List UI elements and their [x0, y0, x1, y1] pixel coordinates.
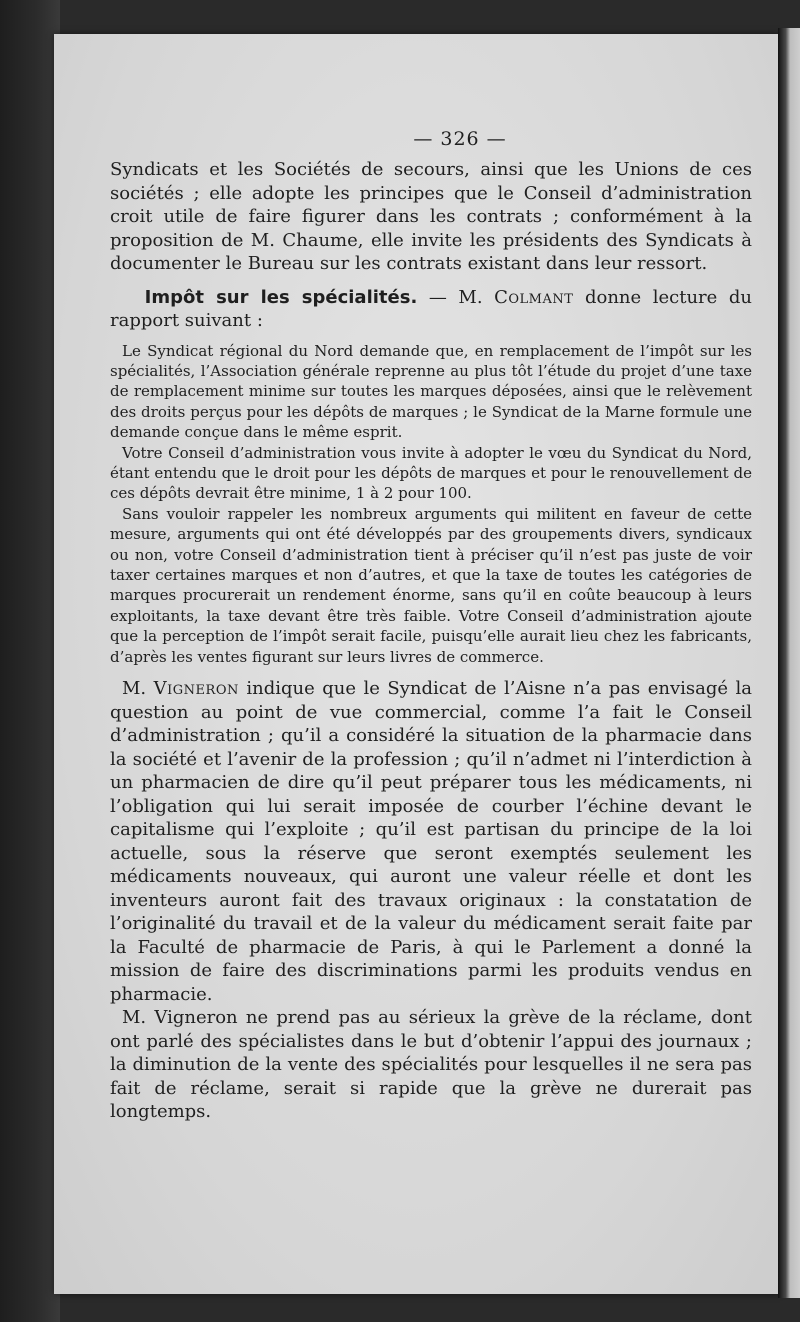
- scan-background-left: [0, 0, 60, 1322]
- page-content: [110, 128, 752, 1124]
- intro-paragraph: Syndicats et les Sociétés de secours, ainsi que les Unions de ces sociétés ; elle adopte les principes que le Conseil d’administration croit utile de faire figurer dans les contrats ; conformément à la proposition de M. Chaume, elle invite les présidents des Syndicats à documenter le Bureau sur les contrats existant dans leur ressort.: [110, 159, 752, 274]
- next-page-edge: [778, 28, 800, 1298]
- closing-paragraph: M. Vigneron ne prend pas au sérieux la grève de la réclame, dont ont parlé des spécialistes dans le but d’obtenir l’appui des journaux ; la diminution de la vente des spécialités pour lesquelles il ne sera pas fait de réclame, serait si rapide que la grève ne durerait pas longtemps.: [110, 1007, 752, 1122]
- speaker-colmant: Colmant: [494, 286, 574, 308]
- section-heading-paragraph: [110, 286, 752, 333]
- page-number: — 326 —: [413, 128, 507, 150]
- report-paragraph-2: Votre Conseil d’administration vous invite à adopter le vœu du Syndicat du Nord, étant entendu que le droit pour les dépôts de marques et pour le renouvellement de ces dépôts devrait être minime, 1 à 2 pour 100.: [110, 443, 752, 503]
- vigneron-text: indique que le Syndicat de l’Aisne n’a pas envisagé la question au point de vue commercial, comme l’a fait le Conseil d’administration ; qu’il a considéré la situation de la pharmacie dans la société et l’avenir de la profession ; qu’il n’admet ni l’interdiction à un pharmacien de dire qu’il peut préparer tous les médicaments, ni l’obligation qui lui serait imposée de courber l’échine devant le capitalisme qui l’exploite ; qu’il est partisan du principe de la loi actuelle, sous la réserve que seront exemptés seulement les médicaments nouveaux, qui auront une valeur réelle et dont les inventeurs auront fait des travaux originaux : la constatation de l’originalité du travail et de la valeur du médicament serait faite par la Faculté de pharmacie de Paris, à qui le Parlement a donné la mission de faire des discriminations parmi les produits vendus en pharmacie.: [110, 678, 752, 1005]
- report-paragraph-3: Sans vouloir rappeler les nombreux arguments qui militent en faveur de cette mesure, arguments qui ont été développés par des groupements divers, syndicaux ou non, votre Conseil d’administration tient à préciser qu’il n’est pas juste de voir taxer certaines marques et non d’autres, et que la taxe de toutes les catégories de marques procurerait un rendement énorme, sans qu’il en coûte beaucoup à leurs exploitants, la taxe devant être très faible. Votre Conseil d’administration ajoute que la perception de l’impôt serait facile, puisqu’elle aurait lieu chez les fabricants, d’après les ventes figurant sur leurs livres de commerce.: [110, 504, 752, 666]
- section-title: Impôt sur les spécialités.: [144, 286, 418, 308]
- discussion-block: [110, 677, 752, 1124]
- speaker-vigneron: Vigneron: [153, 678, 239, 699]
- vigneron-paragraph: [110, 677, 752, 1006]
- vigneron-prefix: M.: [122, 678, 154, 699]
- report-block: [110, 341, 752, 668]
- report-paragraph-1: Le Syndicat régional du Nord demande que, en remplacement de l’impôt sur les spécialités, l’Association générale reprenne au plus tôt l’étude du projet d’une taxe de remplacement minime sur toutes les marques déposées, ainsi que le relèvement des droits perçus pour les dépôts de marques ; le Syndicat de la Marne formule une demande conçue dans le même esprit.: [110, 341, 752, 442]
- section-dash: — M.: [417, 286, 495, 308]
- section-lead-text: donne lecture du rapport suivant :: [110, 286, 752, 331]
